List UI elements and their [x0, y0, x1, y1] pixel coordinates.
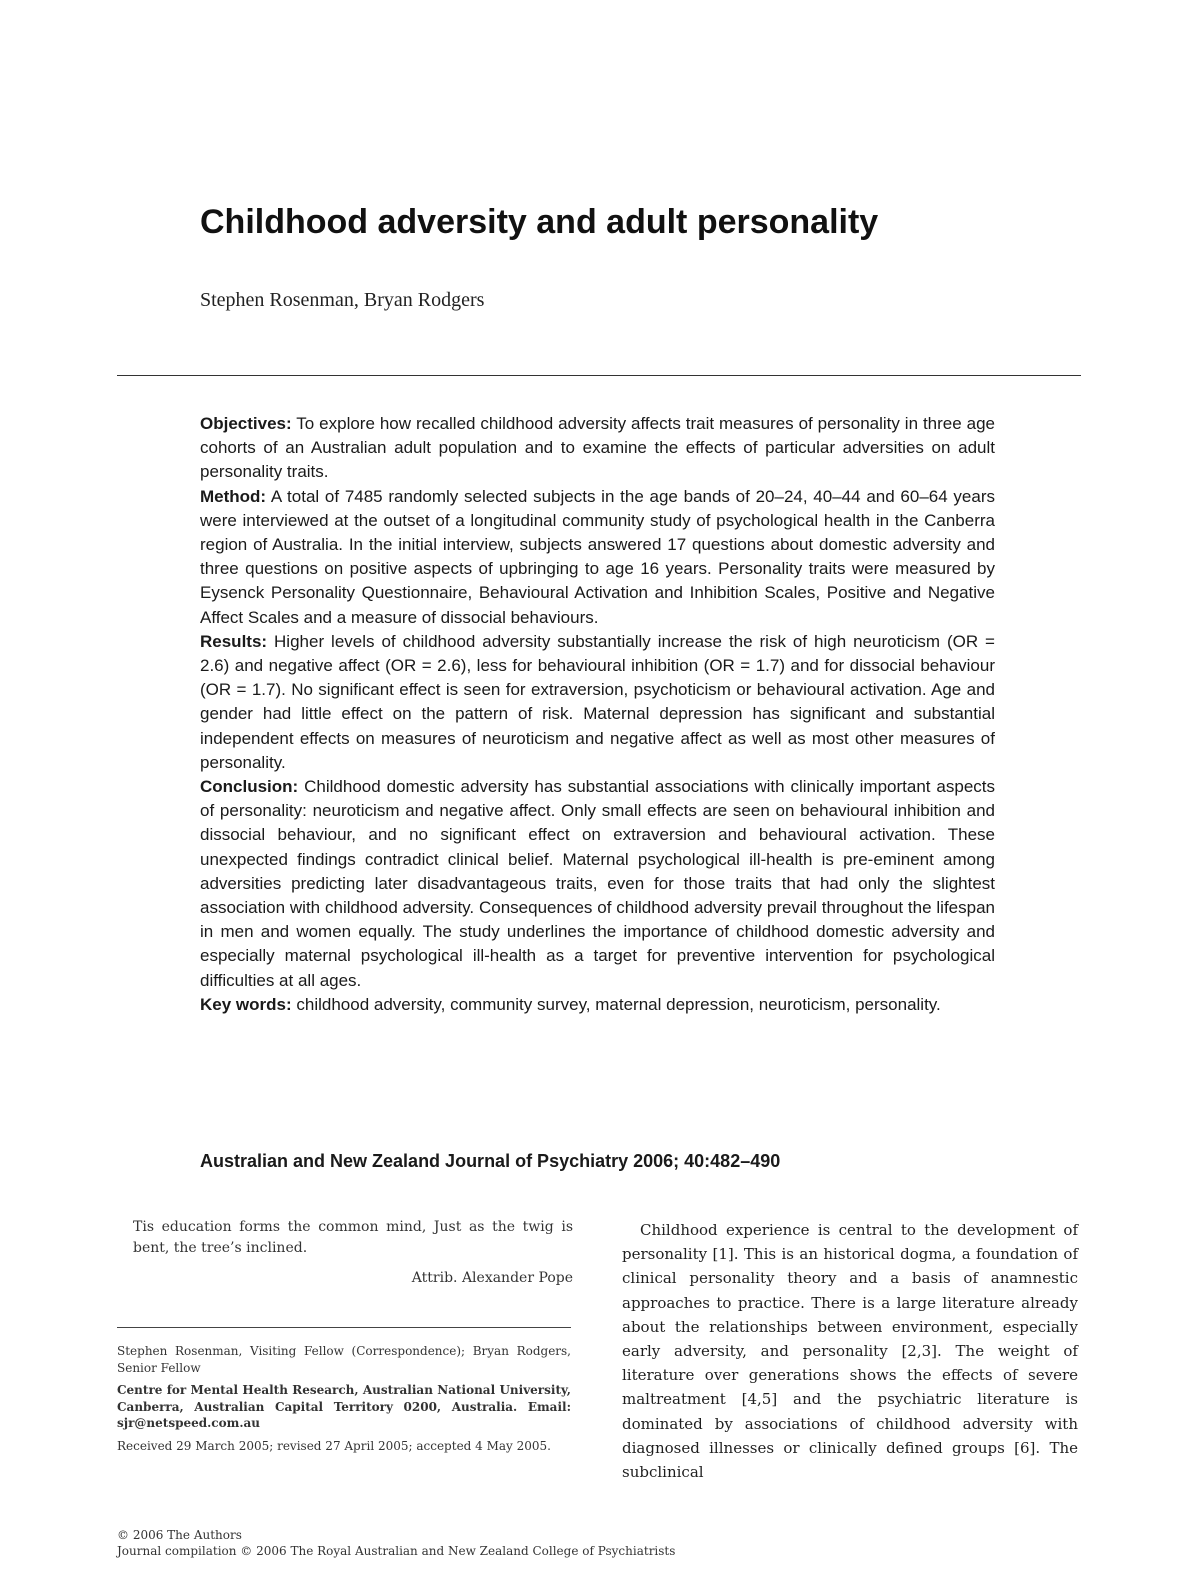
author-list: Stephen Rosenman, Bryan Rodgers: [200, 289, 485, 311]
method-label: Method:: [200, 486, 267, 506]
copyright-footer: [117, 1527, 817, 1559]
header-divider: [117, 375, 1081, 376]
abstract: [200, 412, 995, 1017]
objectives-label: Objectives:: [200, 414, 292, 433]
abstract-keywords: [200, 993, 995, 1017]
keywords-text: childhood adversity, community survey, maternal depression, neuroticism, personality.: [296, 994, 941, 1014]
article-title: Childhood adversity and adult personality: [200, 203, 879, 241]
objectives-text: To explore how recalled childhood adversity affects trait measures of personality in three age cohorts of an Australian adult population and to examine the effects of particular adversities on adult personality traits.: [200, 414, 995, 482]
journal-citation: Australian and New Zealand Journal of Psychiatry 2006; 40:482–490: [200, 1151, 781, 1171]
method-text: A total of 7485 randomly selected subjects in the age bands of 20–24, 40–44 and 60–64 years were interviewed at the outset of a longitudinal community study of psychological health in the Canberra region of Australia. In the initial interview, subjects answered 17 questions about domestic adversity and three questions on positive aspects of upbringing to age 16 years. Personality traits were measured by Eysenck Personality Questionnaire, Behavioural Activation and Inhibition Scales, Positive and Negative Affect Scales and a measure of dissocial behaviours.: [200, 486, 995, 627]
keywords-label: Key words:: [200, 994, 292, 1014]
submission-dates: Received 29 March 2005; revised 27 April 2005; accepted 4 May 2005.: [117, 1438, 551, 1453]
abstract-conclusion: [200, 775, 995, 993]
abstract-objectives: [200, 412, 995, 485]
copyright-line-authors: © 2006 The Authors: [117, 1528, 242, 1542]
abstract-method: [200, 485, 995, 630]
epigraph: [133, 1217, 573, 1289]
institution-address: Centre for Mental Health Research, Australian National University, Canberra, Australian Capital Territory 0200, Australia. Email: sjr@netspeed.com.au: [117, 1383, 571, 1430]
epigraph-quote: Tis education forms the common mind, Just as the twig is bent, the tree’s inclined.: [133, 1219, 573, 1256]
abstract-results: [200, 630, 995, 775]
affiliation-divider: [117, 1327, 571, 1328]
results-text: Higher levels of childhood adversity substantially increase the risk of high neuroticism (OR = 2.6) and negative affect (OR = 2.6), less for behavioural inhibition (OR = 1.7) and for dissocial behaviour (OR = 1.7). No significant effect is seen for extraversion, psychoticism or behavioural activation. Age and gender had little effect on the pattern of risk. Maternal depression has significant and substantial independent effects on measures of neuroticism and negative affect as well as most other measures of personality.: [200, 631, 995, 772]
epigraph-attribution: Attrib. Alexander Pope: [411, 1270, 573, 1286]
author-roles: Stephen Rosenman, Visiting Fellow (Correspondence); Bryan Rodgers, Senior Fellow: [117, 1344, 571, 1375]
conclusion-text: Childhood domestic adversity has substantial associations with clinically important aspects of personality: neuroticism and negative affect. Only small effects are seen on behavioural inhibition and dissocial behaviour, and no significant effect on extraversion and behavioural activation. These unexpected findings contradict clinical belief. Maternal psychological ill-health is pre-eminent among adversities predicting later disadvantageous traits, even for those traits that had only the slightest association with childhood adversity. Consequences of childhood adversity prevail throughout the lifespan in men and women equally. The study underlines the importance of childhood domestic adversity and especially maternal psychological ill-health as a target for preventive intervention for psychological difficulties at all ages.: [200, 777, 995, 990]
author-affiliation: [117, 1343, 571, 1460]
copyright-line-journal: Journal compilation © 2006 The Royal Australian and New Zealand College of Psychiatrists: [117, 1544, 676, 1558]
conclusion-label: Conclusion:: [200, 777, 299, 797]
body-paragraph: Childhood experience is central to the development of personality [1]. This is an historical dogma, a foundation of clinical personality theory and a basis of anamnestic approaches to practice. There is a large literature already about the relationships between environment, especially early adversity, and personality [2,3]. The weight of literature over generations shows the effects of severe maltreatment [4,5] and the psychiatric literature is dominated by associations of childhood adversity with diagnosed illnesses or clinically defined groups [6]. The subclinical: [622, 1221, 1078, 1482]
results-label: Results:: [200, 631, 268, 651]
